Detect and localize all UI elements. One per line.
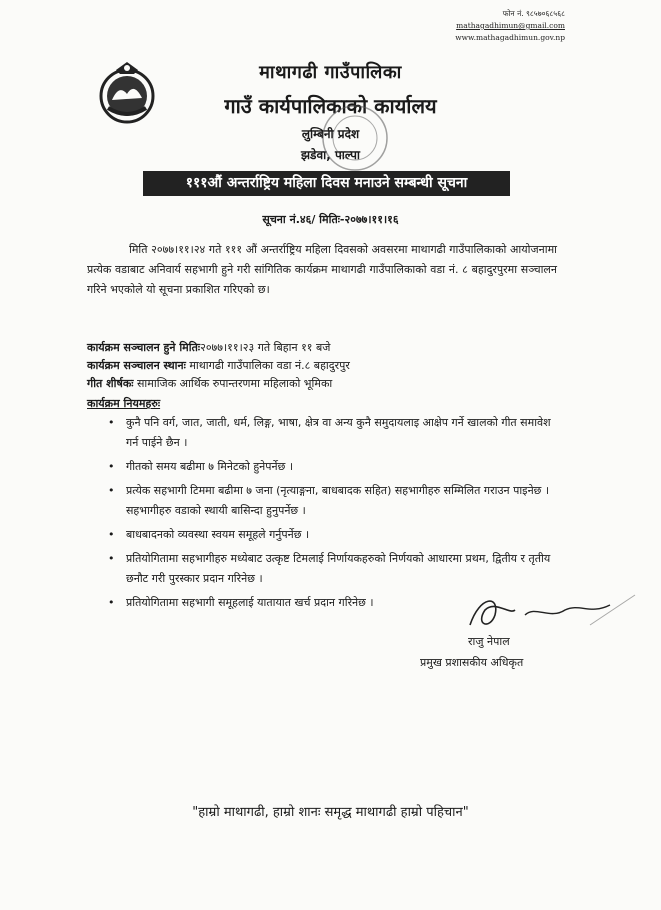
signer-title: प्रमुख प्रशासकीय अधिकृत: [420, 656, 524, 669]
bullet-icon: •: [108, 552, 115, 565]
rule-text: प्रतियोगितामा सहभागी समूहलाई यातायात खर्च प्रदान गरिनेछ ।: [126, 596, 374, 609]
email-link[interactable]: mathagadhimun@gmail.com: [456, 21, 565, 30]
program-venue-label: कार्यक्रम सञ्चालन स्थानः: [87, 359, 186, 372]
song-theme: [87, 376, 332, 391]
bullet-icon: •: [108, 416, 115, 429]
notice-number: सूचना नं.४६/ मितिः-२०७७।११।१६: [262, 213, 399, 226]
rule-text: प्रत्येक सहभागी टिममा बढीमा ७ जना (नृत्याङ्गना, बाधबादक सहित) सहभागीहरु सम्मिलित गराउन पाइनेछ ।सहभागीहरु वडाको स्थायी बासिन्दा हुनुपर्नेछ ।: [126, 484, 550, 517]
program-venue: [87, 358, 350, 373]
location-name: झडेवा, पाल्पा: [300, 148, 360, 162]
song-theme-label: गीत शीर्षकः: [87, 377, 134, 390]
org-name: माथागढी गाउँपालिका: [259, 62, 402, 83]
program-venue-value: माथागढी गाउँपालिका वडा नं.८ बहादुरपुर: [185, 359, 350, 372]
rule-text: गीतको समय बढीमा ७ मिनेटको हुनेपर्नेछ ।: [126, 460, 294, 473]
office-name: गाउँ कार्यपालिकाको कार्यालय: [224, 94, 437, 118]
signer-name: राजु नेपाल: [468, 635, 510, 648]
rules-heading: कार्यक्रम नियमहरुः: [87, 397, 161, 410]
phone-number: फोन नं. ९८५७०६८५६८: [502, 9, 565, 18]
bullet-icon: •: [108, 484, 115, 497]
program-date-value: २०७७।११।२३ गते बिहान ११ बजे: [200, 341, 331, 354]
program-date-label: कार्यक्रम सञ्चालन हुने मितिः: [87, 341, 201, 354]
notice-title: १११औं अन्तर्राष्ट्रिय महिला दिवस मनाउने सम्बन्धी सूचना: [143, 171, 510, 196]
contact-block: [455, 8, 565, 44]
list-item: [108, 481, 563, 521]
bullet-icon: •: [108, 460, 115, 473]
bullet-icon: •: [108, 528, 115, 541]
song-theme-value: सामाजिक आर्थिक रुपान्तरणमा महिलाको भूमिका: [133, 377, 333, 390]
website-link[interactable]: www.mathagadhimun.gov.np: [455, 33, 565, 42]
list-item: [108, 413, 563, 453]
program-date: [87, 340, 330, 355]
slogan: "हाम्रो माथागढी, हाम्रो शानः समृद्ध माथागढी हाम्रो पहिचान": [192, 805, 469, 820]
body-paragraph: मिति २०७७।११।२४ गते १११ औं अन्तर्राष्ट्रिय महिला दिवसको अवसरमा माथागढी गाउँपालिकाको आयोजनामा प्रत्येक वडाबाट अनिवार्य सहभागी हुने गरी सांगितिक कार्यक्रम माथागढी गाउँपालिकाको वडा नं. ८ बहादुरपुरमा सञ्चालन गरिने भएकोले यो सूचना प्रकाशित गरिएको छ।: [87, 243, 557, 296]
rule-text: बाधबादनको व्यवस्था स्वयम समूहले गर्नुपर्नेछ ।: [126, 528, 310, 541]
list-item: [108, 457, 563, 477]
office-stamp-icon: [320, 103, 390, 173]
rule-text: कुनै पनि वर्ग, जात, जाती, धर्म, लिङ्ग, भाषा, क्षेत्र वा अन्य कुनै समुदायलाइ आक्षेप गर्ने खालको गीत समावेश गर्न पाईने छैन ।: [126, 416, 551, 449]
province-name: लुम्बिनी प्रदेश: [301, 127, 360, 141]
list-item: [108, 549, 563, 589]
bullet-icon: •: [108, 596, 115, 609]
rule-text: प्रतियोगितामा सहभागीहरु मध्येबाट उत्कृष्ट टिमलाई निर्णायकहरुको निर्णयको आधारमा प्रथम, द्वितीय र तृतीय छनौट गरी पुरस्कार प्रदान गरिनेछ ।: [126, 552, 551, 585]
list-item: [108, 525, 563, 545]
